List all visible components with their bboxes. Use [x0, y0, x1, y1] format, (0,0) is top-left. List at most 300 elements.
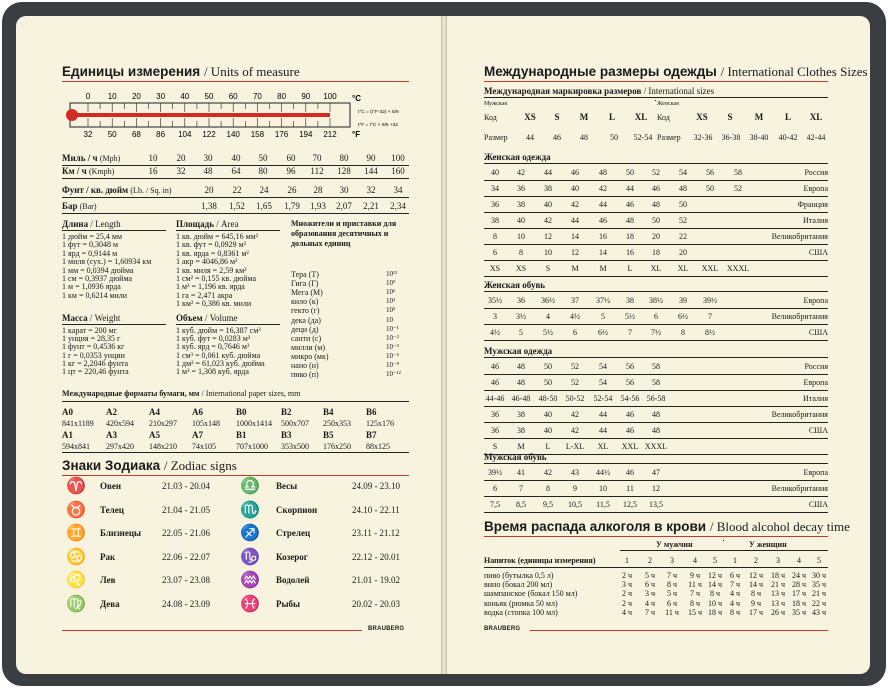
men-clothes-country: Европа	[803, 378, 828, 387]
alcohol-divider	[723, 540, 724, 541]
women-shoes-value: 7	[708, 312, 712, 321]
brand-logo: BRAUBERG	[484, 626, 521, 632]
zodiac-name: Стрелец	[276, 528, 311, 538]
conv-value: 2,07	[336, 201, 352, 211]
alcohol-hours: 8 ч	[666, 580, 678, 590]
paper-rule	[62, 401, 409, 402]
alcohol-hours: 43 ч	[811, 607, 827, 617]
women-clothes-value: M	[571, 264, 579, 273]
paper-size: 250x353	[323, 419, 351, 428]
f-tick-label: 32	[83, 130, 93, 139]
men-shoes-value: 9,5	[543, 500, 553, 509]
men-shoes-value: 10,5	[568, 500, 582, 509]
zodiac-name: Козерог	[276, 551, 308, 562]
alcohol-hours: 14 ч	[748, 580, 764, 590]
alcohol-hours: 30 ч	[811, 571, 827, 580]
men-clothes-value: L-XL	[565, 442, 585, 451]
prefix-name: Тера (Т)	[291, 270, 319, 279]
alcohol-hours: 11 ч	[688, 580, 702, 590]
paper-format: A7	[192, 430, 203, 440]
alcohol-hours: 4 ч	[729, 589, 741, 599]
marking-women-label: Женская	[657, 101, 679, 107]
alcohol-hours: 2 ч	[621, 589, 633, 599]
men-shoes-country: Великобритания	[771, 484, 828, 493]
prefix-name: санти (с)	[291, 333, 322, 343]
conv-label-en: (Mph)	[99, 154, 121, 163]
conv-value: 1,52	[229, 201, 245, 211]
women-shoes-value: 6½	[678, 312, 688, 321]
women-clothes-value: 8	[519, 248, 523, 257]
volume-rule	[176, 324, 280, 325]
women-clothes-value: 52	[734, 184, 742, 193]
men-shoes-value: 43	[571, 468, 579, 477]
alcohol-hours: 2 ч	[621, 571, 633, 580]
zodiac-dates: 22.12 - 20.01	[352, 551, 400, 562]
conv-label-en: (Lb. / Sq. in)	[130, 186, 172, 195]
zodiac-dates: 21.03 - 20.04	[162, 481, 210, 491]
conv-value: 100	[391, 153, 405, 163]
men-clothes-value: 44	[599, 410, 607, 419]
men-shoes-country: США	[808, 500, 828, 509]
men-clothes-value: M	[517, 442, 525, 451]
length-line: 1 дюйм = 25,4 мм	[62, 232, 123, 241]
marking-size: 42-44	[806, 133, 826, 142]
conv-label	[62, 166, 114, 176]
prefix-name: гекто (г)	[291, 306, 320, 316]
alcohol-col-num: 5	[817, 556, 821, 565]
women-clothes-value: 44	[599, 200, 607, 209]
alcohol-hours: 35 ч	[811, 580, 827, 590]
alcohol-hours: 7 ч	[644, 607, 656, 617]
men-shoes-value: 9	[573, 484, 577, 493]
men-clothes-country: США	[808, 426, 828, 435]
alcohol-hours: 17 ч	[748, 607, 764, 617]
conv-value: 32	[176, 166, 186, 176]
men-shoes-value: 8	[546, 484, 550, 493]
zodiac-sign-icon: ♒	[240, 572, 260, 589]
men-clothes-value: 54-56	[620, 394, 640, 403]
women-clothes-value: 38	[544, 184, 552, 193]
paper-size: 105x148	[192, 419, 220, 428]
paper-title-ru: Международные форматы бумаги, мм	[62, 389, 200, 398]
marking-code: M	[579, 112, 589, 122]
paper-format: A5	[149, 430, 160, 440]
zodiac-dates: 23.11 - 21.12	[352, 528, 400, 538]
women-clothes-value: 10	[517, 232, 525, 241]
alcohol-drink: коньяк (рюмка 50 мл)	[484, 598, 558, 608]
alcohol-drink: вино (бокал 200 мл)	[484, 580, 553, 590]
women-clothes-row-rule	[484, 244, 828, 245]
women-shoes-country: Европа	[803, 296, 828, 305]
conv-value: 24	[259, 185, 269, 195]
prefix-name: милли (м)	[291, 342, 325, 352]
women-clothes-value: 40	[571, 184, 579, 193]
mass-line: 1 г = 0,0353 унции	[62, 350, 125, 360]
women-clothes-value: 34	[491, 184, 499, 193]
women-shoes-country: Великобритания	[771, 312, 828, 321]
women-clothes-rule	[484, 163, 828, 164]
paper-format: A6	[192, 407, 203, 417]
zodiac-dates: 22.05 - 21.06	[162, 528, 210, 538]
zodiac-name: Телец	[100, 504, 124, 515]
women-shoes-value: 7	[628, 328, 632, 337]
conv-value: 40	[231, 153, 241, 163]
zodiac-name: Рыбы	[276, 598, 301, 609]
alcohol-drink-head: Напиток (единицы измерения)	[484, 556, 596, 565]
volume-title	[176, 313, 238, 323]
conv-value: 20	[204, 185, 214, 195]
women-clothes-value: 36	[517, 184, 525, 193]
paper-format: B5	[323, 430, 334, 440]
conv-rule	[62, 178, 409, 179]
c-tick-label: 60	[228, 92, 238, 101]
paper-format: A3	[106, 430, 117, 440]
conv-rule	[62, 197, 409, 198]
men-shoes-value: 10	[599, 484, 607, 493]
prefix-value: 10⁻³	[386, 342, 399, 351]
men-clothes-value: 54	[599, 362, 607, 371]
women-clothes-value: M	[599, 264, 607, 273]
men-clothes-value: 38	[517, 410, 525, 419]
conv-value: 128	[337, 166, 351, 176]
alcohol-hours: 8 ч	[750, 589, 762, 599]
men-clothes-value: 48	[517, 362, 525, 371]
men-clothes-value: 44-46	[485, 394, 505, 403]
men-shoes-row-rule	[484, 496, 828, 497]
marking-size: 52-54	[633, 133, 653, 142]
conv-label-en: (Bar)	[79, 202, 97, 211]
men-clothes-title: Мужская одежда	[484, 346, 553, 356]
alcohol-hours: 35 ч	[791, 607, 807, 617]
men-clothes-value: 54	[599, 378, 607, 387]
area-line: 1 м² = 1,196 кв. ярда	[176, 282, 245, 292]
women-clothes-value: 52	[652, 168, 660, 177]
men-shoes-row-rule	[484, 480, 828, 481]
zodiac-title-ru: Знаки Зодиака	[62, 458, 161, 473]
men-clothes-value: 48	[652, 426, 660, 435]
length-title-ru: Длина	[62, 219, 89, 229]
marking-title-ru: Международная маркировка размеров	[484, 86, 642, 96]
women-clothes-value: 50	[679, 200, 687, 209]
clothes-title	[484, 64, 868, 80]
conv-value: 16	[148, 166, 158, 176]
men-shoes-value: 13,5	[649, 500, 663, 509]
units-title-ru: Единицы измерения	[62, 64, 201, 79]
length-title-en: / Length	[90, 219, 121, 229]
women-shoes-value: 36	[517, 296, 525, 305]
prefix-name: микро (мк)	[291, 351, 329, 361]
alcohol-hours: 6 ч	[644, 580, 656, 590]
area-title	[176, 219, 238, 229]
paper-size: 74x105	[192, 442, 216, 451]
women-clothes-value: 44	[544, 168, 552, 177]
f-tick-label: 158	[250, 130, 265, 139]
alcohol-drink: пиво (бутылка 0,5 л)	[484, 571, 554, 580]
women-shoes-value: 8	[681, 328, 685, 337]
conv-value: 2,21	[363, 201, 379, 211]
women-clothes-value: 50	[626, 168, 634, 177]
women-clothes-value: 42	[544, 216, 552, 225]
alcohol-hours: 13 ч	[770, 589, 786, 599]
men-clothes-value: 46	[626, 426, 634, 435]
conv-value: 50	[258, 153, 268, 163]
volume-line: 1 куб. дюйм = 16,387 см³	[176, 326, 261, 335]
women-clothes-country: Италия	[803, 216, 828, 225]
marking-size: 36-38	[721, 133, 741, 142]
women-shoes-value: 6	[573, 328, 577, 337]
mass-line: 1 карат = 200 мг	[62, 326, 118, 335]
women-clothes-value: 42	[517, 168, 525, 177]
c-tick-label: 40	[180, 92, 190, 101]
paper-size: 420x594	[106, 419, 134, 428]
zodiac-name: Дева	[100, 598, 120, 609]
women-shoes-value: 3	[493, 312, 497, 321]
prefix-name: нано (н)	[291, 361, 319, 370]
length-line: 1 км = 0,6214 мили	[62, 290, 128, 300]
alcohol-hours: 8 ч	[729, 607, 741, 617]
women-shoes-row-rule	[484, 324, 828, 325]
units-title-en: / Units of measure	[203, 64, 300, 79]
zodiac-sign-icon: ♎	[240, 478, 260, 495]
alcohol-hours: 9 ч	[750, 598, 762, 608]
women-clothes-value: 46	[626, 200, 634, 209]
zodiac-name: Весы	[276, 481, 298, 491]
marking-size: 48	[580, 133, 588, 142]
prefix-name: пико (п)	[291, 370, 319, 380]
men-clothes-country: Великобритания	[771, 410, 828, 419]
length-line: 1 см = 0,3937 дюйма	[62, 274, 133, 283]
paper-format: A4	[149, 407, 160, 417]
marking-code: M	[754, 112, 764, 122]
conv-value: 60	[286, 153, 296, 163]
women-shoes-value: 39½	[703, 296, 717, 305]
men-clothes-value: 46-48	[511, 394, 531, 403]
clothes-rule	[484, 81, 828, 82]
volume-line: 1 куб. фут = 0,0283 м³	[176, 334, 251, 344]
conv-value: 34	[393, 185, 403, 195]
women-clothes-value: 48	[679, 184, 687, 193]
zodiac-name: Рак	[100, 551, 116, 562]
paper-size: 1000x1414	[236, 419, 272, 428]
women-clothes-value: 14	[571, 232, 579, 241]
conv-value: 1,93	[310, 201, 326, 211]
women-clothes-value: 52	[679, 216, 687, 225]
men-clothes-value: 42	[571, 410, 579, 419]
men-clothes-value: 48	[652, 410, 660, 419]
men-clothes-value: 46	[491, 362, 499, 371]
men-clothes-value: 58	[652, 378, 660, 387]
prefix-value: 10⁻⁹	[386, 361, 400, 369]
alcohol-rule	[484, 536, 828, 537]
conv-value: 32	[366, 185, 376, 195]
units-title	[62, 64, 300, 80]
brand-logo: BRAUBERG	[368, 626, 405, 632]
women-shoes-value: 38½	[649, 296, 663, 305]
length-title	[62, 219, 121, 229]
conv-value: 22	[232, 185, 242, 195]
area-title-en: / Area	[216, 219, 239, 229]
zodiac-sign-icon: ♑	[240, 548, 260, 566]
marking-size: 40-42	[778, 133, 798, 142]
prefix-value: 10	[386, 315, 393, 324]
mass-title-ru: Масса	[62, 313, 88, 323]
alcohol-hours: 5 ч	[666, 589, 678, 599]
alcohol-head-rule	[620, 550, 828, 551]
marking-title-en: / International sizes	[643, 86, 715, 96]
conv-value: 30	[203, 153, 213, 163]
conv-value: 70	[312, 153, 322, 163]
conv-label-ru: Миль / ч	[62, 153, 98, 163]
alcohol-hours: 28 ч	[791, 580, 807, 590]
women-shoes-country: США	[808, 328, 828, 337]
prefix-name: кило (к)	[291, 297, 319, 307]
conv-value: 10	[148, 153, 158, 163]
men-shoes-value: 39½	[488, 468, 502, 477]
area-line: 1 кв. миля = 2,59 км²	[176, 265, 247, 275]
men-clothes-value: 52	[571, 362, 579, 371]
men-clothes-country: Россия	[804, 362, 828, 371]
women-clothes-value: 16	[626, 248, 634, 257]
zodiac-title	[62, 458, 237, 474]
f-tick-label: 140	[226, 130, 240, 139]
mass-line: 1 фунт = 0,4536 кг	[62, 342, 125, 352]
paper-size: 210x297	[149, 419, 177, 428]
zodiac-dates: 24.10 - 22.11	[352, 504, 400, 515]
women-clothes-title: Женская одежда	[484, 152, 551, 162]
women-shoes-title: Женская обувь	[484, 280, 546, 290]
paper-format: B3	[281, 430, 292, 440]
conv-value: 1,79	[284, 201, 300, 211]
marking-code: L	[784, 112, 791, 122]
marking-code: XL	[634, 112, 648, 122]
alcohol-title-ru: Время распада алкоголя в крови	[484, 519, 707, 534]
volume-title-ru: Объем	[176, 313, 203, 323]
women-clothes-value: 14	[599, 248, 607, 257]
women-clothes-value: 36	[491, 200, 499, 209]
men-clothes-value: 50	[544, 362, 552, 371]
men-clothes-value: 52-54	[593, 394, 613, 403]
alcohol-col-num: 5	[713, 556, 717, 565]
paper-format: B6	[366, 407, 377, 417]
men-shoes-value: 11	[626, 484, 634, 493]
celsius-formula: t°C = (t°F-32) × 5/9	[358, 110, 399, 115]
alcohol-col-num: 4	[693, 556, 697, 565]
f-tick-label: 104	[178, 130, 192, 139]
thermometer	[62, 86, 412, 146]
marking-title	[484, 86, 714, 96]
marking-rule	[484, 97, 828, 98]
women-clothes-country: Россия	[804, 168, 828, 177]
conv-value: 2,34	[390, 201, 406, 211]
women-clothes-value: 54	[679, 168, 687, 177]
marking-size: 50	[610, 133, 618, 142]
women-shoes-value: 7½	[651, 328, 661, 337]
conv-value: 112	[310, 166, 324, 176]
women-clothes-value: 50	[706, 184, 714, 193]
women-clothes-row-rule	[484, 228, 828, 229]
paper-size: 176x250	[323, 442, 351, 451]
conv-value: 20	[176, 153, 186, 163]
women-clothes-value: XXL	[701, 264, 719, 273]
women-clothes-value: 48	[626, 216, 634, 225]
men-shoes-value: 12,5	[623, 500, 637, 509]
zodiac-sign-icon: ♊	[66, 525, 86, 542]
alcohol-hours: 26 ч	[770, 607, 786, 617]
mass-line: 1 кг = 2,2046 фунта	[62, 358, 129, 368]
men-shoes-row-rule	[484, 512, 828, 513]
women-shoes-value: 5	[519, 328, 523, 337]
mass-title-en: / Weight	[89, 313, 121, 323]
women-clothes-row-rule	[484, 212, 828, 213]
c-tick-label: 80	[277, 92, 287, 101]
conv-label-ru: Км / ч	[62, 166, 87, 176]
f-tick-label: 122	[202, 130, 216, 139]
prefix-value: 10²	[386, 306, 396, 315]
marking-code: XL	[809, 112, 823, 122]
women-clothes-value: 40	[544, 200, 552, 209]
alcohol-hours: 14 ч	[707, 580, 723, 590]
conv-value: 144	[364, 166, 378, 176]
men-clothes-row-rule	[484, 390, 828, 391]
women-clothes-value: 40	[517, 216, 525, 225]
women-clothes-value: L	[627, 264, 633, 273]
alcohol-hours: 4 ч	[729, 598, 741, 608]
women-shoes-value: 37	[571, 296, 579, 305]
women-shoes-value: 6½	[598, 328, 608, 337]
mass-title	[62, 313, 120, 323]
area-line: 1 кв. фут = 0,0929 м²	[176, 240, 247, 250]
men-clothes-value: 40	[544, 410, 552, 419]
women-shoes-value: 5½	[625, 312, 635, 321]
zodiac-sign-icon: ♓	[240, 595, 260, 613]
men-clothes-value: 46	[626, 410, 634, 419]
alcohol-title	[484, 519, 850, 535]
f-tick-label: 68	[131, 130, 141, 139]
women-shoes-value: 4½	[570, 312, 580, 321]
marking-code: XS	[524, 112, 536, 122]
marking-code: L	[608, 112, 615, 122]
men-shoes-value: 7,5	[490, 500, 500, 509]
paper-size: 707x1000	[236, 442, 268, 451]
alcohol-hours: 5 ч	[644, 571, 656, 580]
men-clothes-row-rule	[484, 374, 828, 375]
alcohol-hours: 7 ч	[666, 571, 678, 580]
length-line: 1 ярд = 0,9144 м	[62, 248, 118, 258]
volume-line: 1 куб. ярд = 0,7646 м³	[176, 342, 250, 352]
prefix-title: Множители и приставки для образования десятичных и дольных единиц	[291, 219, 397, 248]
zodiac-dates: 21.01 - 19.02	[352, 575, 400, 585]
men-shoes-value: 6	[493, 484, 497, 493]
women-shoes-row-rule	[484, 308, 828, 309]
prefix-value: 10³	[386, 297, 396, 306]
conv-label-ru: Фунт / кв. дюйм	[62, 185, 129, 195]
men-clothes-value: 36	[491, 410, 499, 419]
women-clothes-value: 46	[652, 184, 660, 193]
women-clothes-country: Великобритания	[771, 232, 828, 241]
alcohol-drink: водка (стопка 100 мл)	[484, 607, 558, 617]
conv-value: 80	[258, 166, 268, 176]
zodiac-dates: 20.02 - 20.03	[352, 598, 400, 609]
celsius-label: °C	[352, 94, 361, 103]
area-line: 1 акр = 4046,86 м²	[176, 257, 238, 267]
women-clothes-value: 42	[599, 184, 607, 193]
alcohol-hours: 6 ч	[666, 598, 678, 608]
men-clothes-value: 48-50	[538, 394, 558, 403]
area-line: 1 кв. дюйм = 645,16 мм²	[176, 232, 259, 241]
women-clothes-value: 50	[652, 216, 660, 225]
thermometer-bar	[70, 113, 330, 117]
alcohol-col-num: 3	[670, 556, 674, 565]
